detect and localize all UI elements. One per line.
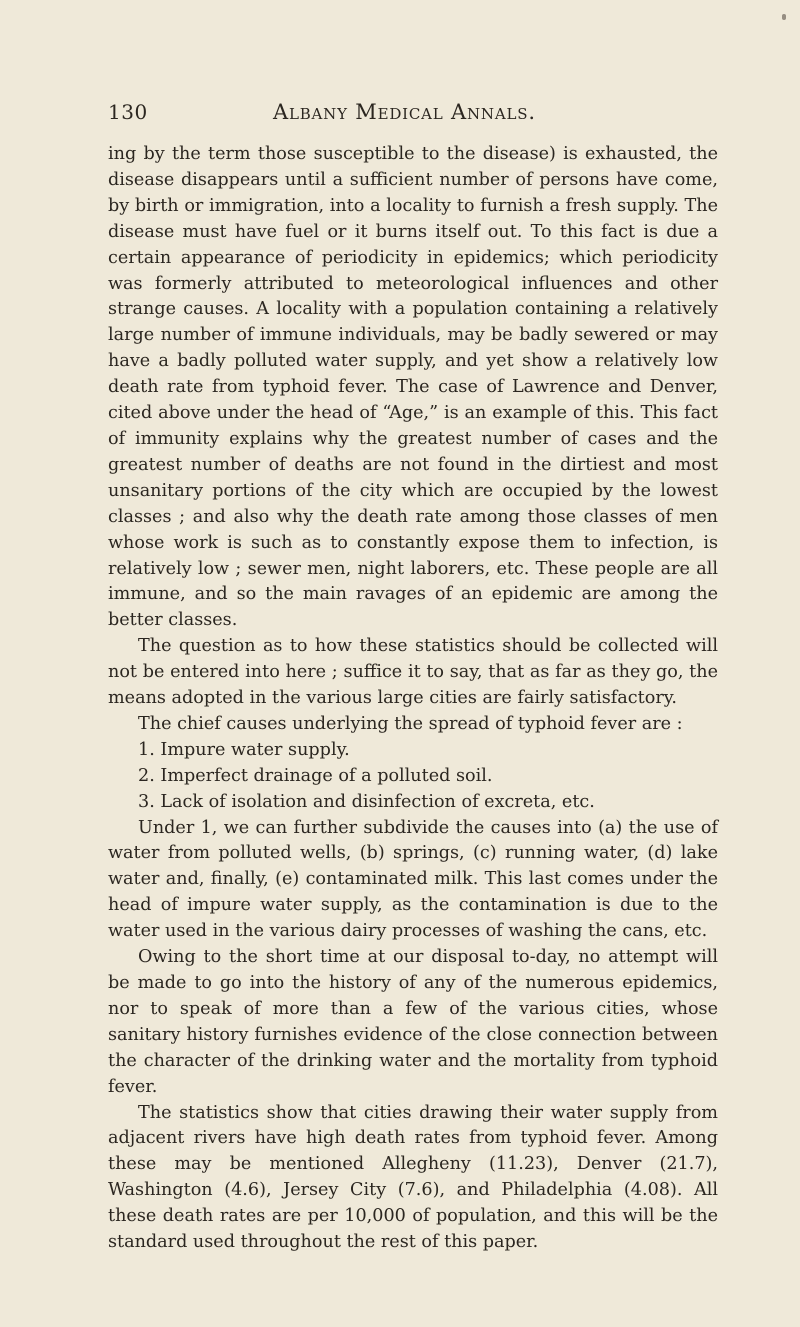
paragraph-short-time: Owing to the short time at our disposal to-day, no attempt will be made to go into the history of any of the numerous epidemics, nor to speak of more than a few of the various cities, whose sanitary history furnishes evidence of the close connection between the character of the drinking water and the mortality from typhoid fever.: [108, 947, 718, 1097]
page-number: 130: [108, 100, 148, 124]
paragraph-causes-intro: The chief causes underlying the spread of typhoid fever are :: [138, 713, 683, 734]
scan-artifact: [782, 14, 786, 20]
running-header: [108, 100, 708, 136]
body-text: [108, 142, 718, 1256]
paragraph-statistics-question: The question as to how these statistics should be collected will not be entered into here ; suffice it to say, that as far as they go, the means adopted in the various large cities are fairly satisfactory.: [108, 636, 718, 709]
paragraph-river-statistics: The statistics show that cities drawing their water supply from adjacent rivers have high death rates from typhoid fever. Among these may be mentioned Allegheny (11.23), Denver (21.7), Washington (4.6), Jersey City (7.6), and Philadelphia (4.08). All these death rates are per 10,000 of population, and this will be the standard used throughout the rest of this paper.: [108, 1102, 718, 1253]
cause-item-2: 2. Imperfect drainage of a polluted soil.: [138, 765, 493, 786]
paragraph-subdivide-causes: Under 1, we can further subdivide the causes into (a) the use of water from polluted wells, (b) springs, (c) running water, (d) lake water and, finally, (e) contaminated milk. This last comes under the head of impure water supply, as the contamination is due to the water used in the various dairy processes of washing the cans, etc.: [108, 817, 718, 942]
running-title: Albany Medical Annals.: [273, 100, 536, 124]
paragraph-continuation: ing by the term those susceptible to the disease) is exhausted, the disease disappears until a sufficient number of persons have come, by birth or immigration, into a locality to furnish a fresh supply. The disease must have fuel or it burns itself out. To this fact is due a certain appearance of periodicity in epidemics; which periodicity was formerly attributed to meteorological influences and other strange causes. A locality with a population containing a relatively large number of immune individuals, may be badly sewered or may have a badly polluted water supply, and yet show a relatively low death rate from typhoid fever. The case of Lawrence and Denver, cited above under the head of “Age,” is an example of this. This fact of immunity explains why the greatest number of cases and the greatest number of deaths are not found in the dirtiest and most unsanitary portions of the city which are occupied by the lowest classes ; and also why the death rate among those classes of men whose work is such as to constantly expose them to infection, is relatively low ; sewer men, night laborers, etc. These people are all immune, and so the main ravages of an epidemic are among the better classes.: [108, 144, 718, 631]
cause-item-3: 3. Lack of isolation and disinfection of excreta, etc.: [138, 791, 595, 812]
cause-item-1: 1. Impure water supply.: [138, 739, 350, 760]
